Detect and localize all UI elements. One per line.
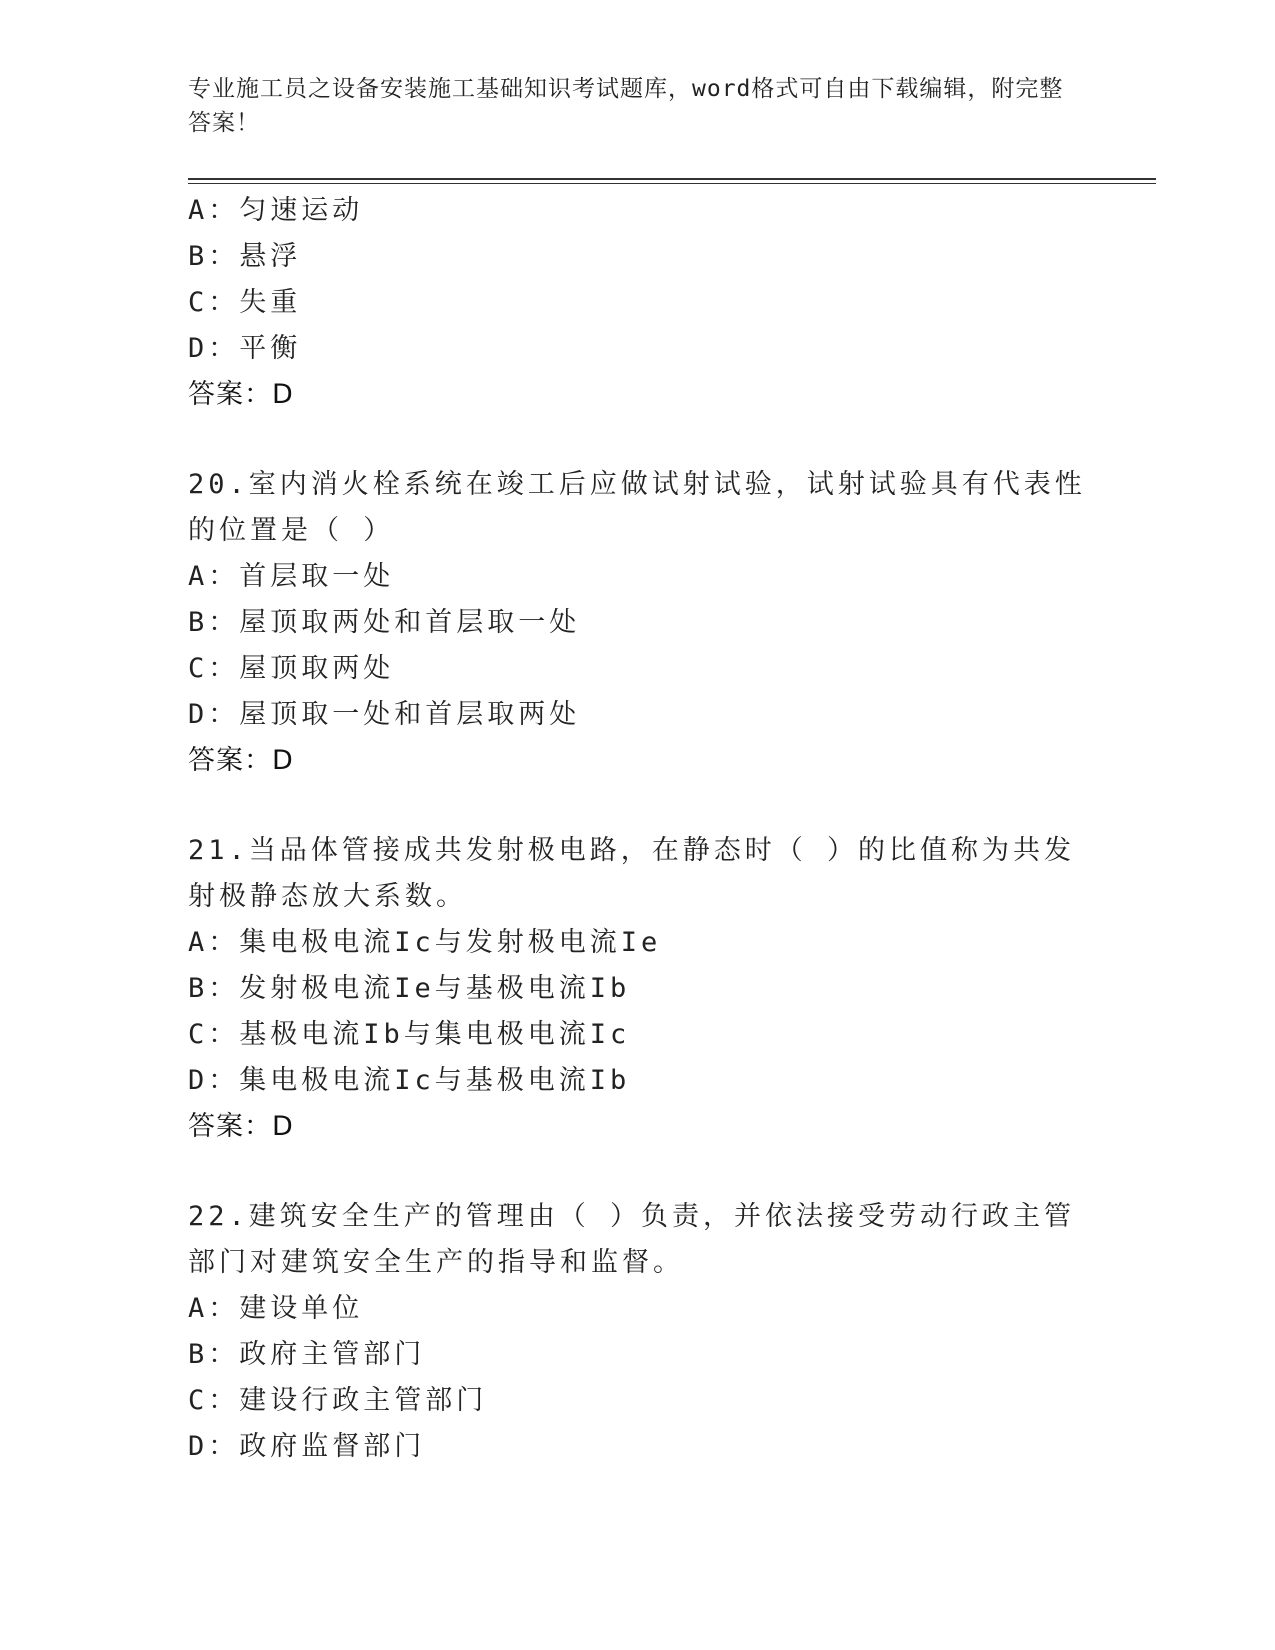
spacer xyxy=(188,784,1088,828)
spacer xyxy=(188,418,1088,462)
option-d: D：平衡 xyxy=(188,333,302,364)
document-header: 专业施工员之设备安装施工基础知识考试题库，word格式可自由下载编辑，附完整答案！ xyxy=(188,76,1064,136)
option-a: A：匀速运动 xyxy=(188,195,364,226)
question-text: 21.当品体管接成共发射极电路，在静态时（ ）的比值称为共发射极静态放大系数。 xyxy=(188,835,1076,912)
option-b: B：政府主管部门 xyxy=(188,1339,426,1370)
option-c: C：基极电流Ib与集电极电流Ic xyxy=(188,1019,631,1050)
question-item-19 xyxy=(188,188,1088,418)
option-a: A：集电极电流Ic与发射极电流Ie xyxy=(188,927,662,958)
option-a: A：首层取一处 xyxy=(188,561,395,592)
option-c: C：建设行政主管部门 xyxy=(188,1385,488,1416)
header-rule-thin xyxy=(188,183,1156,184)
header-rule-thick xyxy=(188,178,1156,180)
option-d: D：政府监督部门 xyxy=(188,1431,426,1462)
question-text: 22.建筑安全生产的管理由（ ）负责，并依法接受劳动行政主管部门对建筑安全生产的指导和监督。 xyxy=(188,1201,1076,1278)
option-d: D：集电极电流Ic与基极电流Ib xyxy=(188,1065,631,1096)
answer-line: 答案：D xyxy=(188,745,294,776)
spacer xyxy=(188,1150,1088,1194)
question-list xyxy=(188,188,1088,1470)
question-item-22 xyxy=(188,1194,1088,1470)
option-c: C：失重 xyxy=(188,287,302,318)
question-item-20 xyxy=(188,462,1088,784)
option-b: B：悬浮 xyxy=(188,241,302,272)
question-text: 20.室内消火栓系统在竣工后应做试射试验，试射试验具有代表性的位置是（ ） xyxy=(188,469,1086,546)
question-item-21 xyxy=(188,828,1088,1150)
option-b: B：屋顶取两处和首层取一处 xyxy=(188,607,581,638)
answer-line: 答案：D xyxy=(188,379,294,410)
option-b: B：发射极电流Ie与基极电流Ib xyxy=(188,973,631,1004)
option-a: A：建设单位 xyxy=(188,1293,364,1324)
option-c: C：屋顶取两处 xyxy=(188,653,395,684)
answer-line: 答案：D xyxy=(188,1111,294,1142)
option-d: D：屋顶取一处和首层取两处 xyxy=(188,699,581,730)
